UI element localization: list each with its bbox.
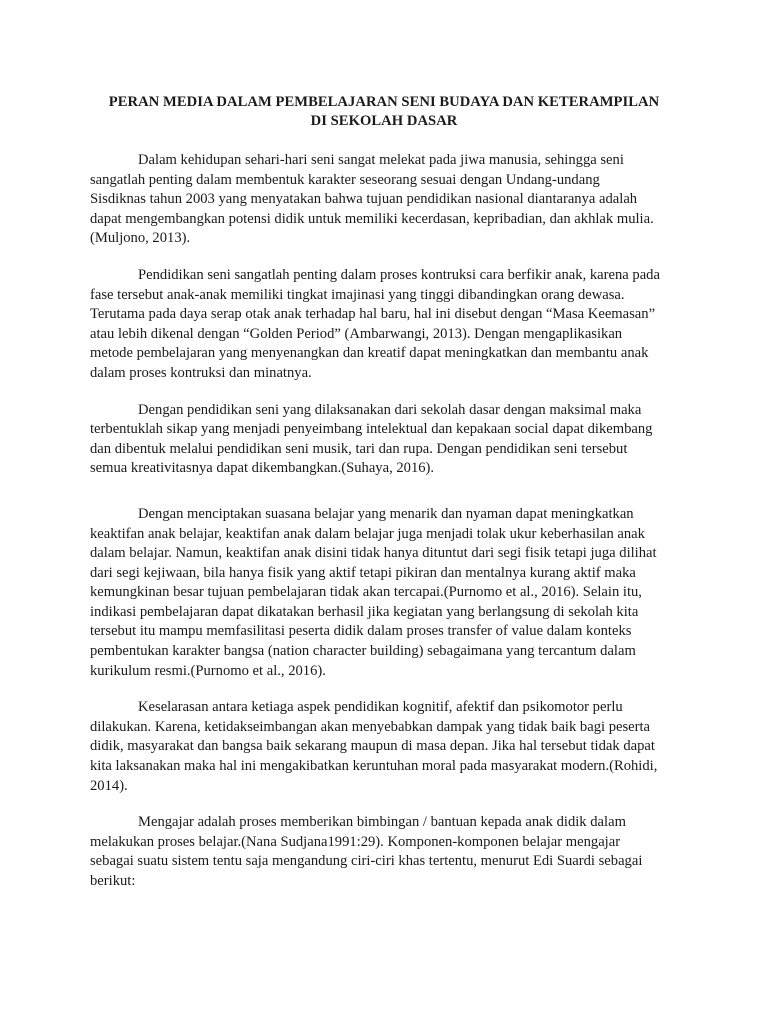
paragraph-line: dan dibentuk melalui pendidikan seni musik, tari dan rupa. Dengan pendidikan seni tersebut xyxy=(90,440,628,457)
paragraph-line: dalam belajar. Namun, keaktifan anak disini tidak hanya dituntut dari segi fisik tetapi juga dilihat xyxy=(90,545,657,562)
paragraph-line: keaktifan anak belajar, keaktifan anak dalam belajar juga menjadi tolak ukur keberhasilan anak xyxy=(90,525,645,542)
paragraph-line: Dengan pendidikan seni yang dilaksanakan dari sekolah dasar dengan maksimal maka xyxy=(138,401,642,418)
paragraph-line: indikasi pembelajaran dapat dikatakan berhasil jika kegiatan yang berlangsung di sekolah kita xyxy=(90,603,639,620)
paragraph-line: sangatlah penting dalam membentuk karakter seseorang sesuai dengan Undang-undang xyxy=(90,171,600,188)
paragraph-line: Dengan menciptakan suasana belajar yang menarik dan nyaman dapat meningkatkan xyxy=(138,505,634,522)
paragraph-line: sebagai suatu sistem tentu saja mengandung ciri-ciri khas tertentu, menurut Edi Suardi sebagai xyxy=(90,853,643,870)
paragraph-line: dari segi kejiwaan, bila hanya fisik yang aktif tetapi pikiran dan mentalnya kurang aktif maka xyxy=(90,564,636,581)
paragraph-line: dilakukan. Karena, ketidakseimbangan akan menyebabkan dampak yang tidak baik bagi peserta xyxy=(90,718,651,735)
document-page xyxy=(90,93,678,892)
paragraph-line: Terutama pada daya serap otak anak terhadap hal baru, hal ini disebut dengan “Masa Keemasan” xyxy=(90,306,656,323)
paragraph-line: kurikulum resmi.(Purnomo et al., 2016). xyxy=(90,662,326,679)
paragraph-line: tersebut itu mampu memfasilitasi peserta didik dalam proses transfer of value dalam konteks xyxy=(90,623,632,640)
paragraph-line: kita laksanakan maka hal ini mengakibatkan keruntuhan moral pada masyarakat modern.(Rohidi, xyxy=(90,758,658,775)
paragraph-line: (Muljono, 2013). xyxy=(90,230,191,247)
paragraph-line: Pendidikan seni sangatlah penting dalam proses kontruksi cara berfikir anak, karena pada xyxy=(138,266,660,283)
paragraph-line: kemungkinan besar tujuan pembelajaran tidak akan tercapai.(Purnomo et al., 2016). Selain itu, xyxy=(90,584,642,601)
title-line-1: PERAN MEDIA DALAM PEMBELAJARAN SENI BUDAYA DAN KETERAMPILAN xyxy=(108,94,660,110)
paragraph-line: Keselarasan antara ketiaga aspek pendidikan kognitif, afektif dan psikomotor perlu xyxy=(138,699,623,716)
paragraph-line: fase tersebut anak-anak memiliki tingkat imajinasi yang tinggi dibandingkan orang dewasa. xyxy=(90,286,625,303)
paragraph-line: metode pembelajaran yang menyenangkan dan kreatif dapat meningkatkan dan membantu anak xyxy=(90,345,649,362)
paragraph-line: atau lebih dikenal dengan “Golden Period” (Ambarwangi, 2013). Dengan mengaplikasikan xyxy=(90,325,623,342)
document-title xyxy=(90,93,678,131)
paragraph-line: terbentuklah sikap yang menjadi penyeimbang intelektual dan kepakaan social dapat dikembang xyxy=(90,421,653,438)
paragraph-6 xyxy=(90,813,678,891)
paragraph-line: berikut: xyxy=(90,873,136,889)
paragraph-4 xyxy=(90,505,678,681)
paragraph-line: dalam proses kontruksi dan minatnya. xyxy=(90,364,312,381)
title-line-2: DI SEKOLAH DASAR xyxy=(310,113,458,129)
paragraph-line: Sisdiknas tahun 2003 yang menyatakan bahwa tujuan pendidikan nasional diantaranya adalah xyxy=(90,191,638,208)
paragraph-line: pembentukan karakter bangsa (nation character building) sebagaimana yang tercantum dalam xyxy=(90,643,636,660)
document-body xyxy=(90,151,678,892)
paragraph-line: 2014). xyxy=(90,777,128,794)
paragraph-1 xyxy=(90,151,678,249)
paragraph-2 xyxy=(90,266,678,384)
paragraph-line: melakukan proses belajar.(Nana Sudjana1991:29). Komponen-komponen belajar mengajar xyxy=(90,833,621,850)
paragraph-line: dapat mengembangkan potensi didik untuk memiliki kecerdasan, kepribadian, dan akhlak mulia. xyxy=(90,210,654,227)
paragraph-line: didik, masyarakat dan bangsa baik sekarang maupun di masa depan. Jika hal tersebut tidak dapat xyxy=(90,738,655,755)
paragraph-line: semua kreativitasnya dapat dikembangkan.(Suhaya, 2016). xyxy=(90,460,435,477)
paragraph-3 xyxy=(90,401,678,479)
paragraph-line: Dalam kehidupan sehari-hari seni sangat melekat pada jiwa manusia, sehingga seni xyxy=(138,152,624,168)
paragraph-line: Mengajar adalah proses memberikan bimbingan / bantuan kepada anak didik dalam xyxy=(138,814,626,831)
paragraph-5 xyxy=(90,698,678,796)
